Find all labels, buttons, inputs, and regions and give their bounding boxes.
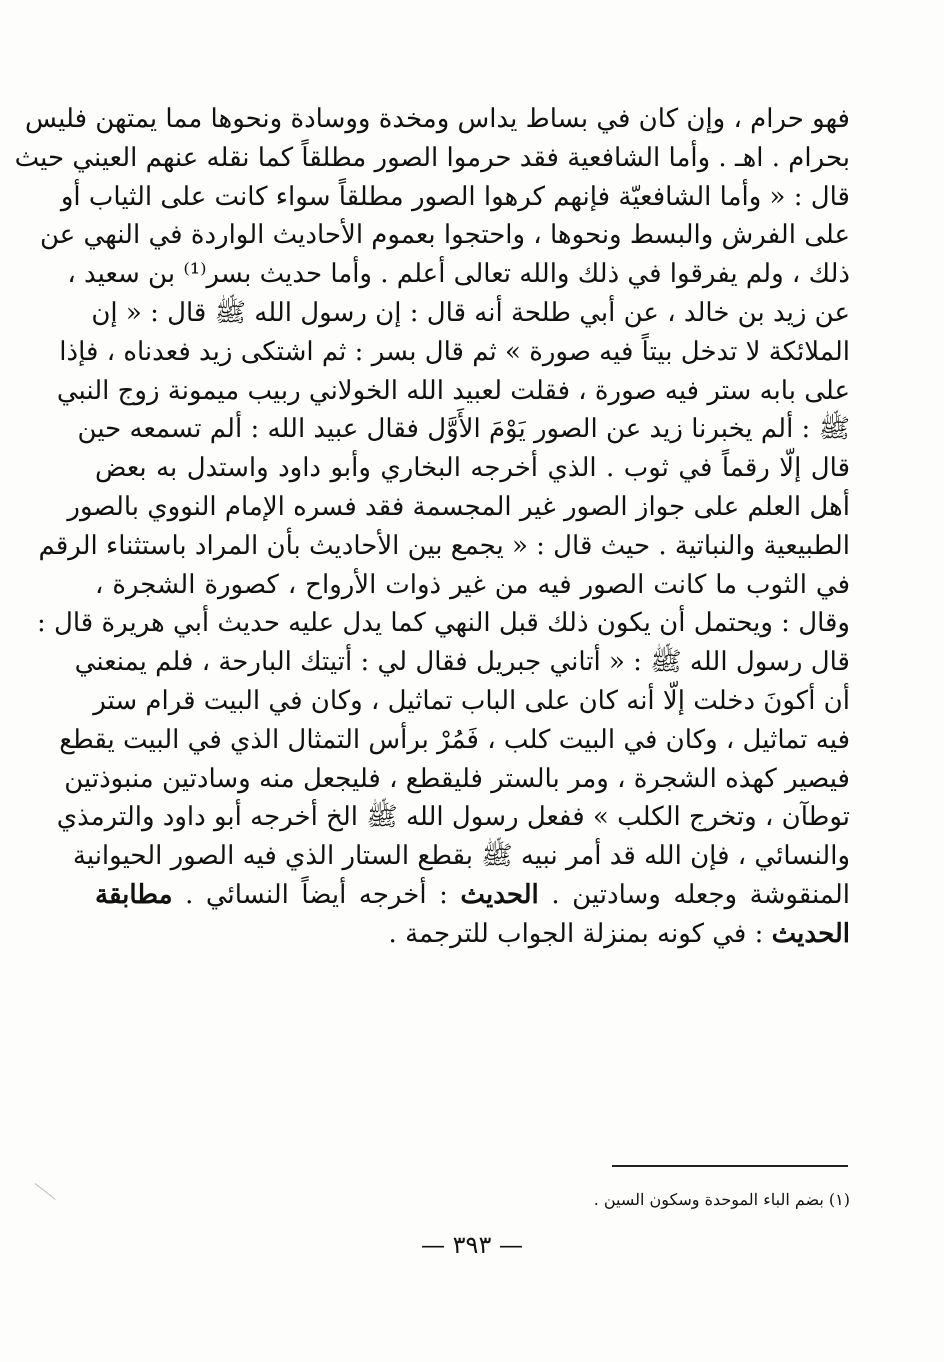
text-line-10: قال إلّا رقماً في ثوب . الذي أخرجه البخاري وأبو داود واستدل به بعض [95,453,850,484]
text-line-21 [95,876,850,915]
text-line-18: فيصير كهذه الشجرة ، ومر بالستر فليقطع ، فليجعل منه وسادتين منبوذتين [64,763,850,794]
text-line-12: الطبيعية والنباتية . حيث قال : « يجمع بين الأحاديث بأن المراد باستثناء الرقم [38,530,850,561]
text-line-3: قال : « وأما الشافعيّة فإنهم كرهوا الصور مطلقاً سواء كانت على الثياب أو [60,181,850,212]
mutabaqa-label: مطابقة [95,879,173,910]
footnote: (١) بضم الباء الموحدة وسكون السين . [593,1190,850,1209]
text-line-15: قال رسول الله ﷺ : « أتاني جبريل فقال لي : أتيتك البارحة ، فلم يمنعني [74,647,850,678]
text-line-19: توطآن ، وتخرج الكلب » ففعل رسول الله ﷺ الخ أخرجه أبو داود والترمذي [56,802,850,833]
text-line-13: في الثوب ما كانت الصور فيه من غير ذوات الأرواح ، كصورة الشجرة ، [95,569,850,600]
text-line-5: ذلك ، ولم يفرقوا في ذلك والله تعالى أعلم . وأما حديث بسر⁽¹⁾ بن سعيد ، [67,259,850,290]
main-text-block [14,100,850,954]
text-line-6: عن زيد بن خالد ، عن أبي طلحة أنه قال : إن رسول الله ﷺ قال : « إن [91,297,850,328]
hadith-label-2: الحديث [771,918,850,949]
text-line-2: بحرام . اهـ . وأما الشافعية فقد حرموا الصور مطلقاً كما نقله عنهم العيني حيث [14,142,850,173]
text-line-11: أهل العلم على جواز الصور غير المجسمة فقد فسره الإمام النووي بالصور [67,491,850,522]
hadith-label: الحديث [460,879,539,910]
line-22-after: : في كونه بمنزلة الجواب للترجمة . [388,918,772,949]
footnote-separator [612,1165,848,1167]
text-line-14: وقال : ويحتمل أن يكون ذلك قبل النهي كما يدل عليه حديث أبي هريرة قال : [36,608,850,639]
text-line-20: والنسائي ، فإن الله قد أمر نبيه ﷺ بقطع الستار الذي فيه الصور الحيوانية [72,841,850,872]
text-line-9: ﷺ : ألم يخبرنا زيد عن الصور يَوْمَ الأَوَّل فقال عبيد الله : ألم تسمعه حين [77,414,850,445]
text-line-8: على بابه ستر فيه صورة ، فقلت لعبيد الله الخولاني ربيب ميمونة زوج النبي [56,375,850,406]
text-line-16: أن أكونَ دخلت إلّا أنه كان على الباب تماثيل ، وكان في البيت قرام ستر [93,685,850,716]
line-21-middle: : أخرجه أيضاً النسائي . [172,879,461,910]
text-line-22 [95,915,850,954]
page-number: — ٣٩٣ — [421,1231,523,1259]
line-21-before: المنقوشة وجعله وسادتين . [538,879,850,910]
text-line-1: فهو حرام ، وإن كان في بساط يداس ومخدة ووسادة ونحوها مما يمتهن فليس [24,104,850,134]
text-line-4: على الفرش والبسط ونحوها ، واحتجوا بعموم الأحاديث الواردة في النهي عن [39,220,850,251]
text-line-7: الملائكة لا تدخل بيتاً فيه صورة » ثم قال بسر : ثم اشتكى زيد فعدناه ، فإذا [59,336,850,367]
scan-artifact [35,1183,56,1200]
text-line-17: فيه تماثيل ، وكان في البيت كلب ، فَمُرْ برأس التمثال الذي في البيت يقطع [59,724,850,755]
